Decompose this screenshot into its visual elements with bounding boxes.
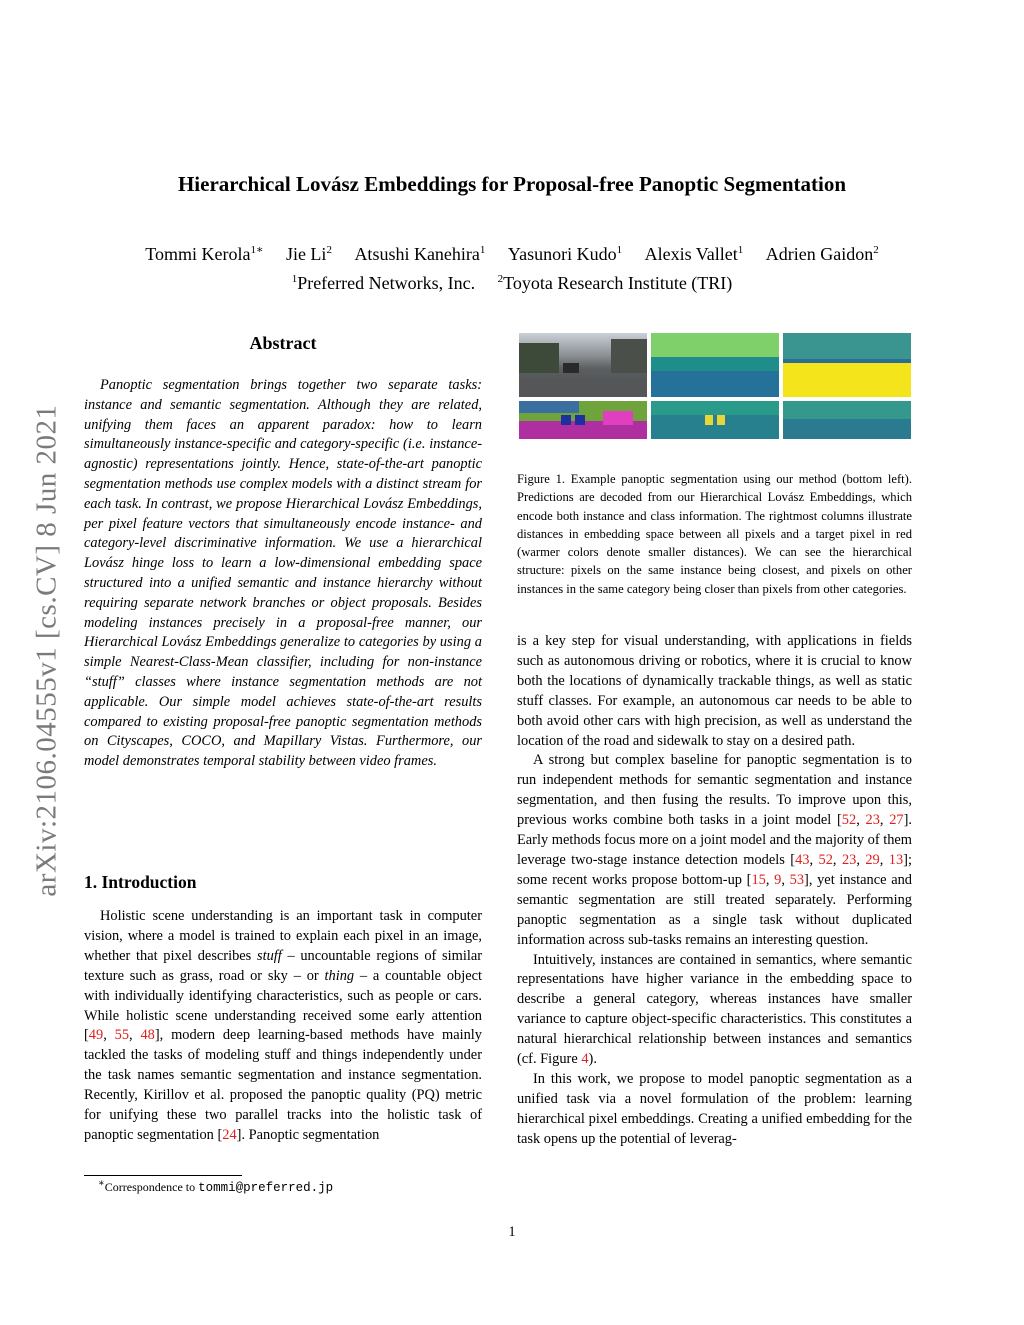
citation-link[interactable]: 23	[865, 812, 880, 829]
citation-link[interactable]: 24	[222, 1126, 237, 1143]
semantic-distance-thumbnail	[651, 333, 779, 397]
citation-link[interactable]: 43	[795, 851, 810, 868]
instance-distance-thumbnail	[783, 333, 911, 397]
citation-link[interactable]: 23	[841, 851, 857, 868]
email-link[interactable]: tommi@preferred.jp	[198, 1181, 334, 1195]
paragraph: A strong but complex baseline for panoptic segmentation is to run independent methods for semantic segmentation and instance segmentation, and then fusing the results. To improve upon this, previous works combine both tasks in a joint model [52, 23, 27]. Early methods focus more on a joint model and the majority of them leverage two-stage instance detection models [43, 52, 23, 29, 13]; some recent works propose bottom-up [15, 9, 53], yet instance and semantic segmentation are still treated separately. Performing panoptic segmentation as a single task without duplicated information across sub-tasks remains an interesting question.	[517, 752, 912, 948]
footnote: ∗Correspondence to tommi@preferred.jp	[98, 1178, 334, 1195]
citation-link[interactable]: 55	[114, 1027, 130, 1044]
author: Atsushi Kanehira$^1$	[354, 244, 486, 264]
citation-link[interactable]: 27	[889, 812, 904, 829]
abstract-heading: Abstract	[249, 333, 317, 353]
instance-distance-thumbnail-2	[783, 401, 911, 439]
figure-caption: Figure 1. Example panoptic segmentation using our method (bottom left). Predictions are decoded from our Hierarchical Lovász Embeddings, which encode both instance and class information. The rightmost columns illustrate distances in embedding space between all pixels and a target pixel in red (warmer colors denote smaller distances). We can see the hierarchical structure: pixels on the same instance being closest, and pixels on other instances in the same category being closer than pixels from other categories.	[517, 472, 912, 596]
author-block	[0, 238, 1024, 296]
figure-1-image	[519, 333, 911, 439]
paper-title: Hierarchical Lovász Embeddings for Proposal-free Panoptic Segmentation	[177, 172, 847, 196]
page-number: 1	[508, 1224, 516, 1240]
paragraph: Intuitively, instances are contained in semantics, where semantic representations have higher variance in the embedding space to describe a general category, whereas instances have smaller variance to capture object-specific characteristics. This constitutes a natural hierarchical relationship between instances and semantics (cf. Figure 4).	[517, 951, 912, 1068]
citation-link[interactable]: 52	[818, 851, 833, 868]
author-list	[0, 238, 1024, 267]
citation-link[interactable]: 48	[140, 1027, 155, 1044]
author: Adrien Gaidon$^2$	[765, 244, 879, 264]
intro-paragraph: Holistic scene understanding is an important task in computer vision, where a model is trained to explain each pixel in an image, whether that pixel describes stuff – uncountable regions of similar texture such as grass, road or sky – or thing – a countable object with individually identifying characteristics, such as people or cars. While holistic scene understanding received some early attention [49, 55, 48], modern deep learning-based methods have mainly tackled the tasks of modeling stuff and things independently under the task names semantic segmentation and instance segmentation. Recently, Kirillov et al. proposed the panoptic quality (PQ) metric for unifying these two parallel tracks into the holistic task of panoptic segmentation [24]. Panoptic segmentation	[84, 908, 483, 1143]
citation-link[interactable]: 53	[789, 871, 805, 888]
right-column-body	[517, 632, 912, 1150]
paragraph: In this work, we propose to model panoptic segmentation as a unified task via a novel formulation of the problem: learning hierarchical pixel embeddings. Creating a unified embedding for the task opens up the potential of leverag-	[517, 1070, 912, 1147]
author: Yasunori Kudo$^1$	[507, 244, 623, 264]
citation-link[interactable]: 52	[841, 812, 857, 829]
affiliation-list	[0, 267, 1024, 296]
section-heading: 1. Introduction	[84, 872, 197, 892]
citation-link[interactable]: 9	[774, 871, 782, 888]
citation-link[interactable]: 13	[888, 851, 904, 868]
author: Jie Li$^2$	[285, 244, 332, 264]
abstract-text: Panoptic segmentation brings together two separate tasks: instance and semantic segmentation. Although they are related, unifying them faces an apparent paradox: how to learn simultaneously instance-specific and category-specific (i.e. instance-agnostic) representations jointly. Hence, state-of-the-art panoptic segmentation methods use complex models with a distinct stream for each task. In contrast, we propose Hierarchical Lovász Embeddings, per pixel feature vectors that simultaneously encode instance- and category-level discriminative information. We use a hierarchical Lovász hinge loss to learn a low-dimensional embedding space structured into a unified semantic and instance hierarchy without requiring separate network branches or object proposals. Besides modeling instances precisely in a proposal-free manner, our Hierarchical Lovász Embeddings generalize to categories by using a simple Nearest-Class-Mean classifier, including for non-instance “stuff” classes where instance segmentation methods are not applicable. Our simple model achieves state-of-the-art results compared to existing proposal-free panoptic segmentation methods on Cityscapes, COCO, and Mapillary Vistas. Furthermore, our model demonstrates temporal stability between video frames.	[84, 377, 482, 770]
citation-link[interactable]: 29	[865, 851, 880, 868]
affiliation: $^1$Preferred Networks, Inc.	[291, 273, 476, 293]
figure-reference-link[interactable]: 4	[581, 1051, 589, 1068]
citation-link[interactable]: 49	[88, 1027, 104, 1044]
footnote-rule	[84, 1175, 242, 1176]
affiliation: $^2$Toyota Research Institute (TRI)	[497, 273, 733, 293]
semantic-distance-thumbnail-2	[651, 401, 779, 439]
arxiv-stamp: arXiv:2106.04555v1 [cs.CV] 8 Jun 2021	[30, 404, 63, 897]
author: Tommi Kerola$^{1∗}$	[145, 244, 264, 264]
author: Alexis Vallet$^1$	[644, 244, 744, 264]
panoptic-prediction-thumbnail	[519, 401, 647, 439]
citation-link[interactable]: 15	[751, 871, 766, 888]
street-photo-thumbnail	[519, 333, 647, 397]
paragraph: is a key step for visual understanding, with applications in fields such as autonomous driving or robotics, where it is crucial to know both the locations of dynamically trackable things, as well as static stuff classes. For example, an autonomous car needs to be able to both avoid other cars with high precision, as well as understand the location of the road and sidewalk to stay on a desired path.	[517, 633, 912, 749]
